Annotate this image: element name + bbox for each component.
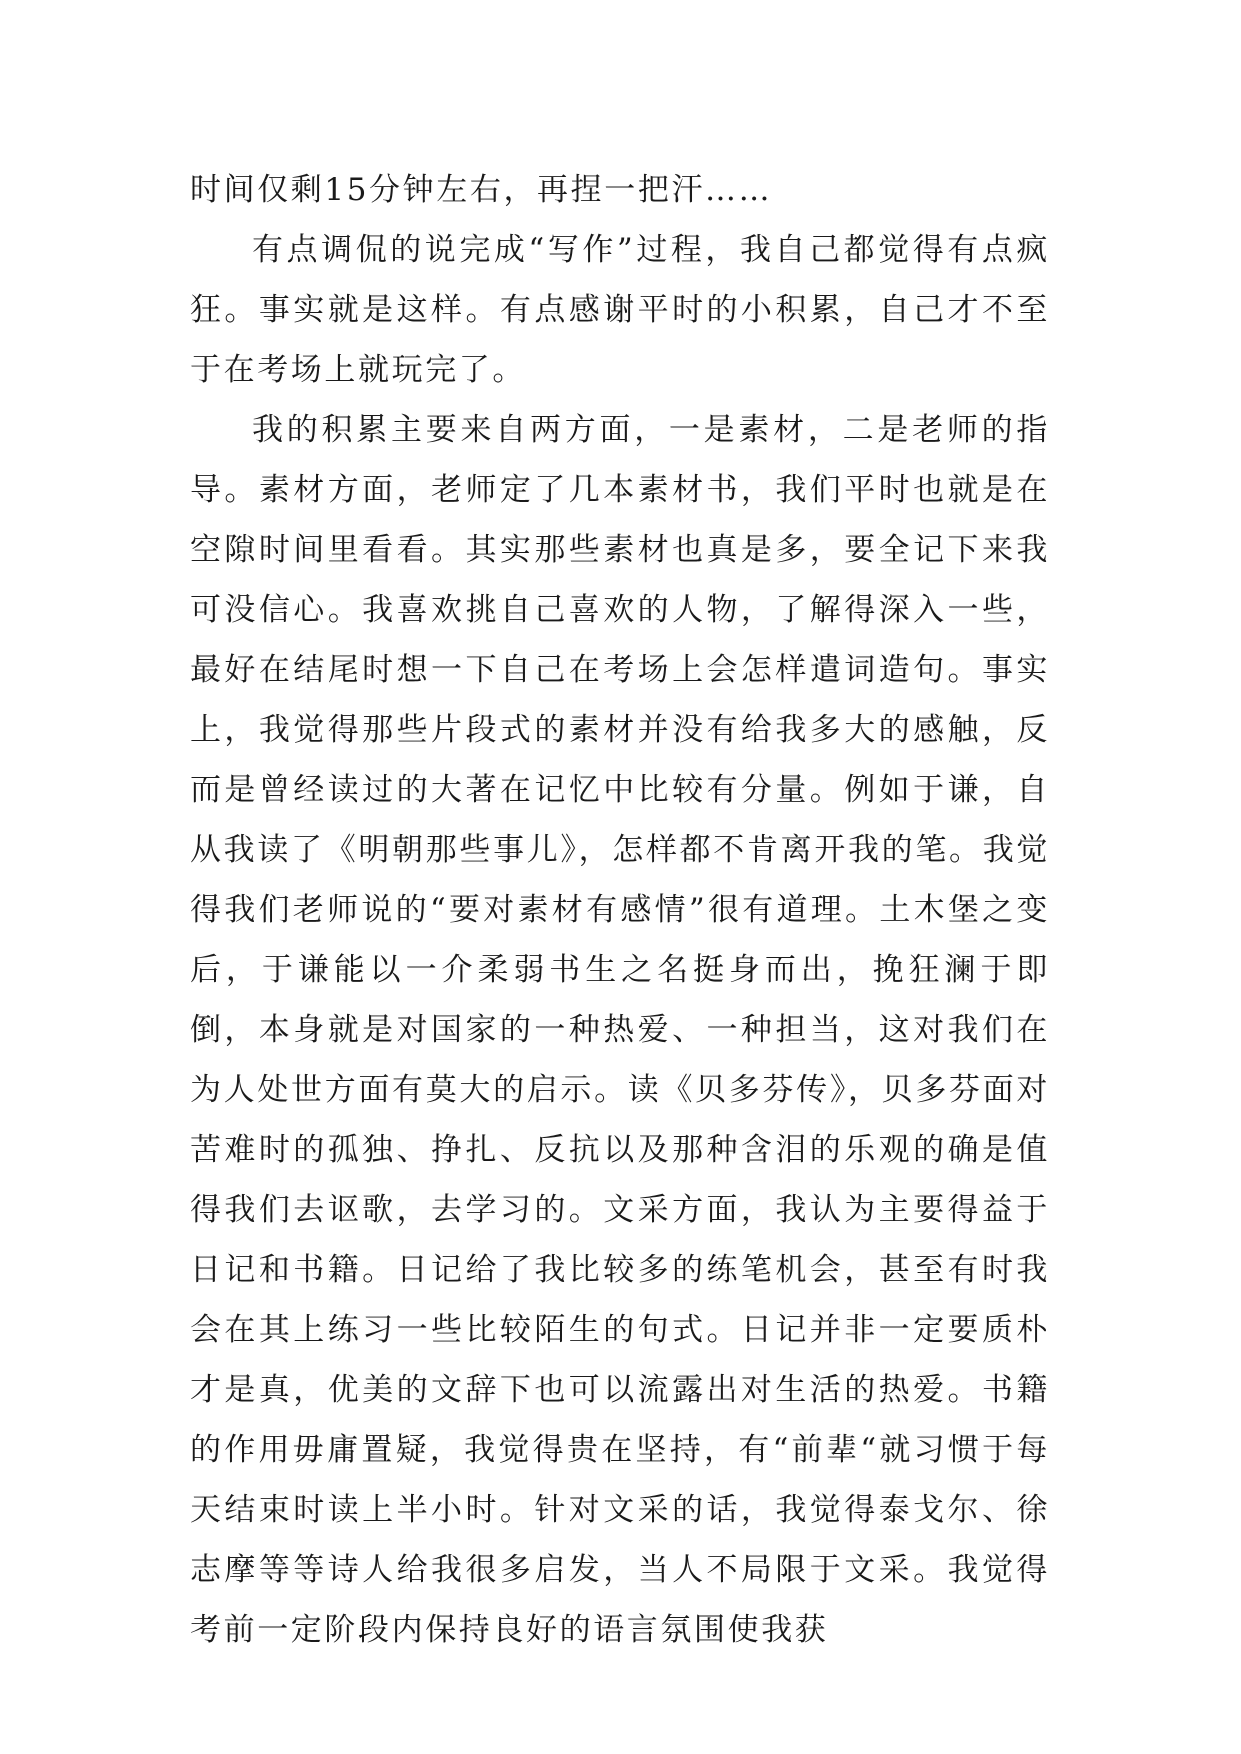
document-body (190, 160, 1050, 1660)
paragraph-writing-process: 有点调侃的说完成“写作”过程，我自己都觉得有点疯狂。事实就是这样。有点感谢平时的小积累，自己才不至于在考场上就玩完了。 (190, 232, 1050, 388)
paragraph-accumulation: 我的积累主要来自两方面，一是素材，二是老师的指导。素材方面，老师定了几本素材书，我们平时也就是在空隙时间里看看。其实那些素材也真是多，要全记下来我可没信心。我喜欢挑自己喜欢的人物，了解得深入一些，最好在结尾时想一下自己在考场上会怎样遣词造句。事实上，我觉得那些片段式的素材并没有给我多大的感触，反而是曾经读过的大著在记忆中比较有分量。例如于谦，自从我读了《明朝那些事儿》，怎样都不肯离开我的笔。我觉得我们老师说的“要对素材有感情”很有道理。土木堡之变后，于谦能以一介柔弱书生之名挺身而出，挽狂澜于即倒，本身就是对国家的一种热爱、一种担当，这对我们在为人处世方面有莫大的启示。读《贝多芬传》，贝多芬面对苦难时的孤独、挣扎、反抗以及那种含泪的乐观的确是值得我们去讴歌，去学习的。文采方面，我认为主要得益于日记和书籍。日记给了我比较多的练笔机会，甚至有时我会在其上练习一些比较陌生的句式。日记并非一定要质朴才是真，优美的文辞下也可以流露出对生活的热爱。书籍的作用毋庸置疑，我觉得贵在坚持，有“前辈“就习惯于每天结束时读上半小时。针对文采的话，我觉得泰戈尔、徐志摩等等诗人给我很多启发，当人不局限于文采。我觉得考前一定阶段内保持良好的语言氛围使我获 (190, 412, 1050, 1648)
paragraph-continuation: 时间仅剩15分钟左右，再捏一把汗…… (190, 172, 773, 208)
